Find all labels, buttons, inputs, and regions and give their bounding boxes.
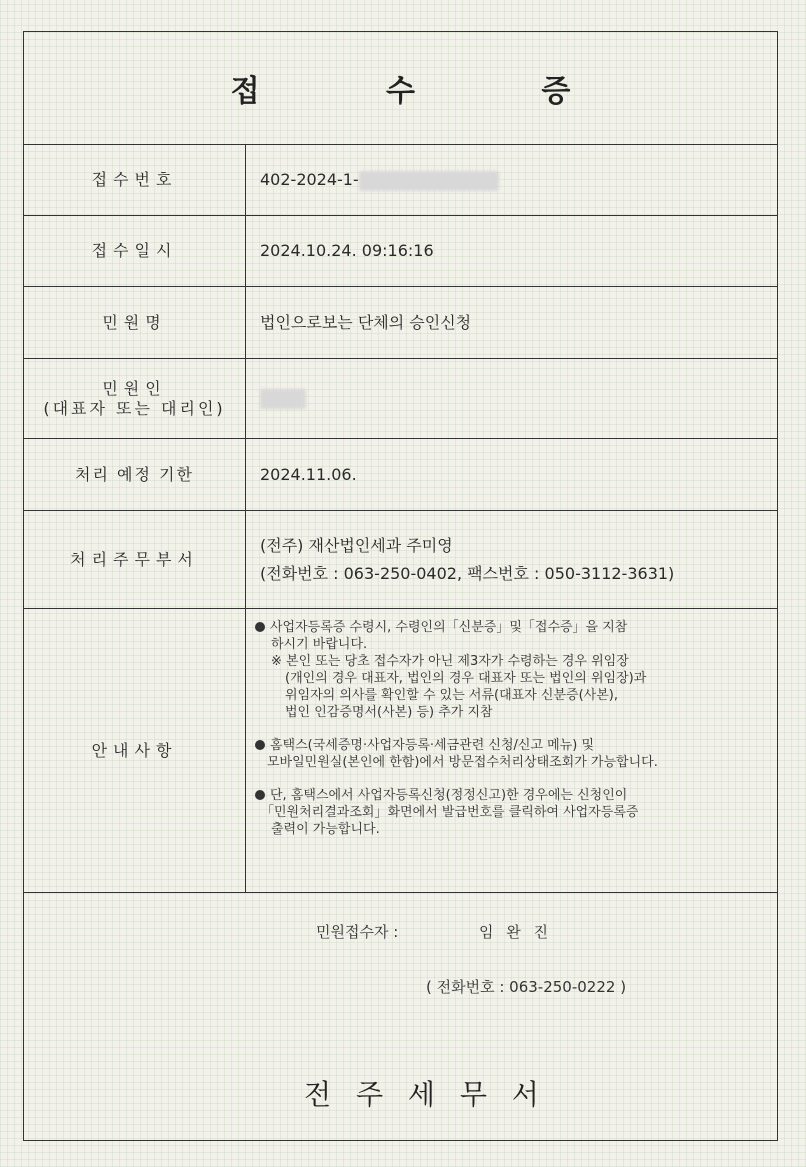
row-notice [24,609,777,893]
notice-text: 출력이 가능합니다. [271,822,380,837]
bullet-icon [255,740,265,750]
label-petition-name: 민원명 [24,287,246,358]
row-applicant [24,359,777,439]
tax-office-name: 전 주 세 무 서 [304,1078,547,1111]
notice-text: 사업자등록증 수령시, 수령인의「신분증」및「접수증」을 지참 [270,620,628,635]
label-receipt-date: 접수일시 [24,216,246,286]
label-applicant-line2: (대표자 또는 대리인) [43,398,226,418]
value-petition-name: 법인으로보는 단체의 승인신청 [260,312,472,332]
notice-text: 법인 인감증명서(사본) 등) 추가 지참 [285,705,493,720]
receiver-label: 민원접수자 : [316,923,399,941]
row-deadline [24,439,777,511]
notice-text: 단, 홈택스에서 사업자등록신청(정정신고)한 경우에는 신청인이 [270,788,628,803]
receiver-phone: ( 전화번호 : 063-250-0222 ) [426,978,627,996]
department-name: (전주) 재산법인세과 주미영 [260,535,453,555]
notice-text: 하시기 바랍니다. [271,637,368,652]
notice-text: (개인의 경우 대표자, 법인의 경우 대표자 또는 법인의 위임장)과 [285,671,647,686]
label-department: 처리주무부서 [24,511,246,608]
value-receipt-date: 2024.10.24. 09:16:16 [260,241,434,260]
notice-text: 모바일민원실(본인에 한함)에서 방문접수처리상태조회가 가능합니다. [267,755,658,770]
bullet-icon [255,622,265,632]
redacted-block [359,171,499,191]
bullet-icon [255,790,265,800]
footer [24,893,777,1140]
notice-text: 「민원처리결과조회」화면에서 발급번호를 클릭하여 사업자등록증 [261,805,639,820]
notice-block-3 [255,787,771,838]
value-receipt-number-wrap [260,145,767,215]
value-deadline: 2024.11.06. [260,464,357,484]
label-deadline: 처리 예정 기한 [24,439,246,510]
notice-block-1 [255,619,771,721]
row-department [24,511,777,609]
document-title: 접 수 증 [230,74,629,109]
label-applicant [24,359,246,438]
row-petition-name [24,287,777,359]
label-receipt-number: 접수번호 [24,145,246,215]
value-applicant-wrap [260,359,767,438]
value-receipt-number: 402-2024-1- [260,170,359,189]
receiver-name: 임 완 진 [479,923,553,941]
label-applicant-line1: 민원인 [102,378,167,398]
notice-block-2 [255,737,771,771]
row-receipt-number [24,145,777,216]
department-contact: (전화번호 : 063-250-0402, 팩스번호 : 050-3112-3631) [260,563,675,583]
notice-text: 위임자의 의사를 확인할 수 있는 서류(대표자 신분증(사본), [285,688,618,703]
receipt-document [23,31,778,1141]
title-row [24,32,777,145]
notice-text: ※ 본인 또는 당초 접수자가 아닌 제3자가 수령하는 경우 위임장 [271,654,629,669]
row-receipt-date [24,216,777,287]
notice-content [255,619,771,850]
redacted-block [260,389,306,409]
label-notice: 안내사항 [24,609,246,892]
notice-text: 홈택스(국세증명·사업자등록·세금관련 신청/신고 메뉴) 및 [270,738,595,753]
value-department [260,511,767,608]
